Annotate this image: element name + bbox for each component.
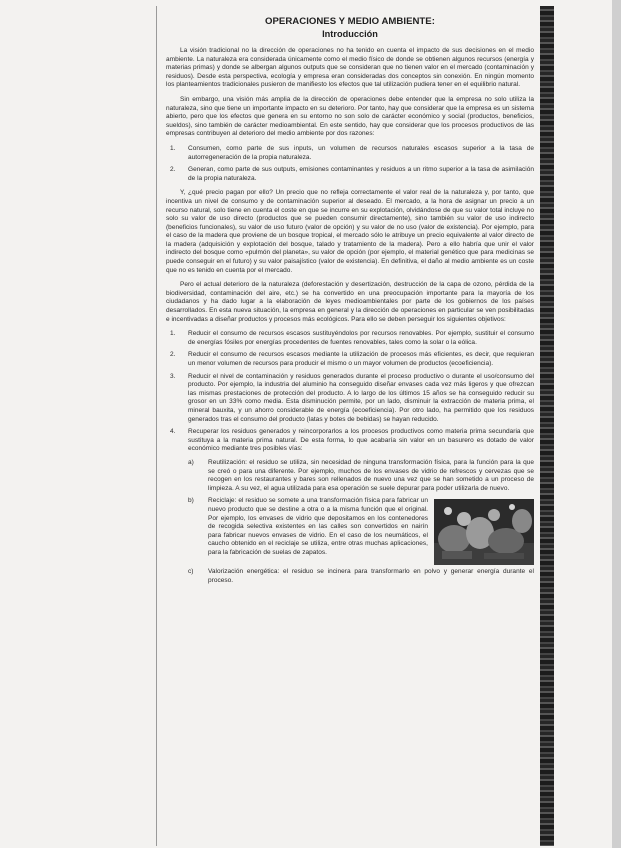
list-item [166,373,534,425]
list-text: Reducir el nivel de contaminación y residuos generados durante el proceso productivo o durante el uso/consumo del producto. Por ejemplo, la industria del aluminio ha conseguido diseñar envases cada vez más ligeros y que ofrezcan las mismas prestaciones de protección del producto. A lo largo de los últimos 15 años se ha conseguido reducir su grosor en un 33% como media. Esta disminución permite, por un lado, disminuir la extracción de materia prima, el mineral bauxita, y un ahorro considerable de energía (ecoeficiencia). Por otro lado, ha permitido que los residuos generados tras el consumo del producto (latas y botes de bebidas) se hayan reducido. [188,372,534,423]
document-body [166,16,534,592]
paragraph: Y, ¿qué precio pagan por ello? Un precio que no refleja correctamente el valor real de la naturaleza y, por tanto, que incentiva un nivel de consumo y de contaminación superior al deseado. El mercado, a la hora de asignar un precio a un recurso natural, solo tiene en cuenta el coste en que se incurre en su explotación, olvidándose de que su valor total incluye no solo su valor de uso directo (productos que se pueden consumir directamente), sino también su valor de uso indirecto (beneficios funcionales), su valor de uso futuro (valor de opción) y su valor de no uso (valor de existencia). Por ejemplo, para el caso de la madera que proviene de un bosque tropical, el mercado sólo le atribuye un precio equivalente al valor directo de la madera (adquisición y explotación del bosque, talado y tratamiento de la madera). Pero a ello habría que unir el valor indirecto del bosque como «pulmón del planeta», su valor de opción (por ejemplo, el material genético que para medicinas se puede conseguir en el futuro) y su valor paisajístico (valor de existencia). En definitiva, el daño al medio ambiente es un coste que no es tenido en cuenta por el mercado. [166,189,534,274]
list-text: Consumen, como parte de sus inputs, un volumen de recursos naturales escasos superior a la tasa de autorregeneración de la propia naturaleza. [188,144,534,161]
left-margin-rule [156,6,157,846]
recovery-ways-list [188,459,534,586]
objectives-list [166,330,534,585]
list-text: Valorización energética: el residuo se incinera para transformarlo en polvo y generar energía durante el proceso. [208,568,534,584]
paragraph: La visión tradicional no la dirección de operaciones no ha tenido en cuenta el impacto de sus decisiones en el medio ambiente. La naturaleza era considerada únicamente como el medio físico de donde se obtienen algunos recursos (energía y materias primas) y donde se albergan algunos outputs que se consideran que no tienen valor en el mercado (contaminación y residuos). Desde esta perspectiva, ecología y empresa eran consideradas dos conceptos sin conexión. En ningún momento los planteamientos tradicionales pusieron de manifiesto los efectos que tal utilización pudiera tener en el equilibrio natural. [166,47,534,89]
list-letter: a) [188,458,194,466]
list-item [166,428,534,585]
recycling-photo-icon [434,499,534,565]
list-text: Recuperar los residuos generados y reincorporarlos a los procesos productivos como materia prima secundaria que sustituya a la materia prima natural. De esta forma, lo que acabaría sin valor en un basurero es dotado de valor económico mediante tres posibles vías: [188,428,534,453]
list-text: Reducir el consumo de recursos escasos sustituyéndolos por recursos renovables. Por ejemplo, sustituir el consumo de energías fósiles por energías procedentes de fuentes renovables, tales como la solar o la eólica. [188,330,534,346]
list-number: 4. [170,428,176,436]
list-number: 2. [170,351,176,359]
list-text: Reutilización: el residuo se utiliza, sin necesidad de ninguna transformación física, para la función para la que se creó o para una diferente. Por ejemplo, muchos de los envases de vidrio de refrescos y cervezas que se recogen en los restaurantes y bares son rellenados de nuevo una vez que se han sometido a un proceso de limpieza. A su vez, el agua utilizada para esa operación se suele depurar para poder utilizarla de nuevo. [208,458,534,492]
list-text: Reciclaje: el residuo se somete a una transformación física para fabricar un nuevo producto que se destine a otra o a la misma función que el original. Por ejemplo, los envases de vidrio que depositamos en los contenedores de recogida selectiva existentes en las calles son convertidos en nairín para fabricar nuevos envases de vidrio. En el caso de los neumáticos, el caucho obtenido en el reciclaje se utiliza, entre otras muchas aplicaciones, para la fabricación de suelas de zapatos. [208,497,428,556]
list-text: Reducir el consumo de recursos escasos mediante la utilización de procesos más eficientes, es decir, que requieran un menor volumen de recursos para producir el mismo o un mayor volumen de productos (ecoeficiencia). [188,351,534,367]
binding-edge-strip [540,6,554,846]
list-item [188,497,534,557]
reasons-list [166,145,534,183]
page-shadow-edge [612,0,621,848]
list-number: 2. [170,166,176,174]
recycling-photo [434,499,534,565]
document-title: OPERACIONES Y MEDIO AMBIENTE: [265,16,435,27]
list-letter: b) [188,497,194,505]
list-number: 3. [170,372,176,380]
list-text: Generan, como parte de sus outputs, emisiones contaminantes y residuos a un ritmo superior a la tasa de asimilación de la propia naturaleza. [188,166,534,182]
list-item [188,459,534,493]
list-item [166,330,534,347]
list-number: 1. [170,144,176,152]
document-subtitle: Introducción [322,29,378,39]
list-item [188,568,534,585]
paragraph: Pero el actual deterioro de la naturaleza (deforestación y desertización, destrucción de la capa de ozono, pérdida de la biodiversidad, contaminación del aire, etc.) se ha convertido en una preocupación importante para la mayoría de los ciudadanos y ha dado lugar a la elaboración de leyes medioambientales por parte de los gobiernos de los países desarrollados. En esta nueva situación, la empresa en general y la dirección de operaciones en particular se ven posibilitadas e incentivadas a diseñar productos y procesos más ecológicos. Para ello se deben perseguir los siguientes objetivos: [166,281,534,323]
list-number: 1. [170,330,176,338]
list-item [166,166,534,183]
paragraph: Sin embargo, una visión más amplia de la dirección de operaciones debe entender que la empresa no solo utiliza la naturaleza, sino que tiene un importante impacto en su deterioro. Por tanto, hay que considerar que la empresa es un sistema abierto, pero que los efectos que genera en su entorno no son solo de carácter económico y social (productos, beneficios, sueldos), sino también de carácter medioambiental. En este sentido, hay que considerar que los procesos productivos de las empresas contribuyen al deterioro del medio ambiente por dos razones: [166,95,534,138]
list-item [166,145,534,162]
list-item [166,351,534,368]
list-letter: c) [188,568,194,576]
